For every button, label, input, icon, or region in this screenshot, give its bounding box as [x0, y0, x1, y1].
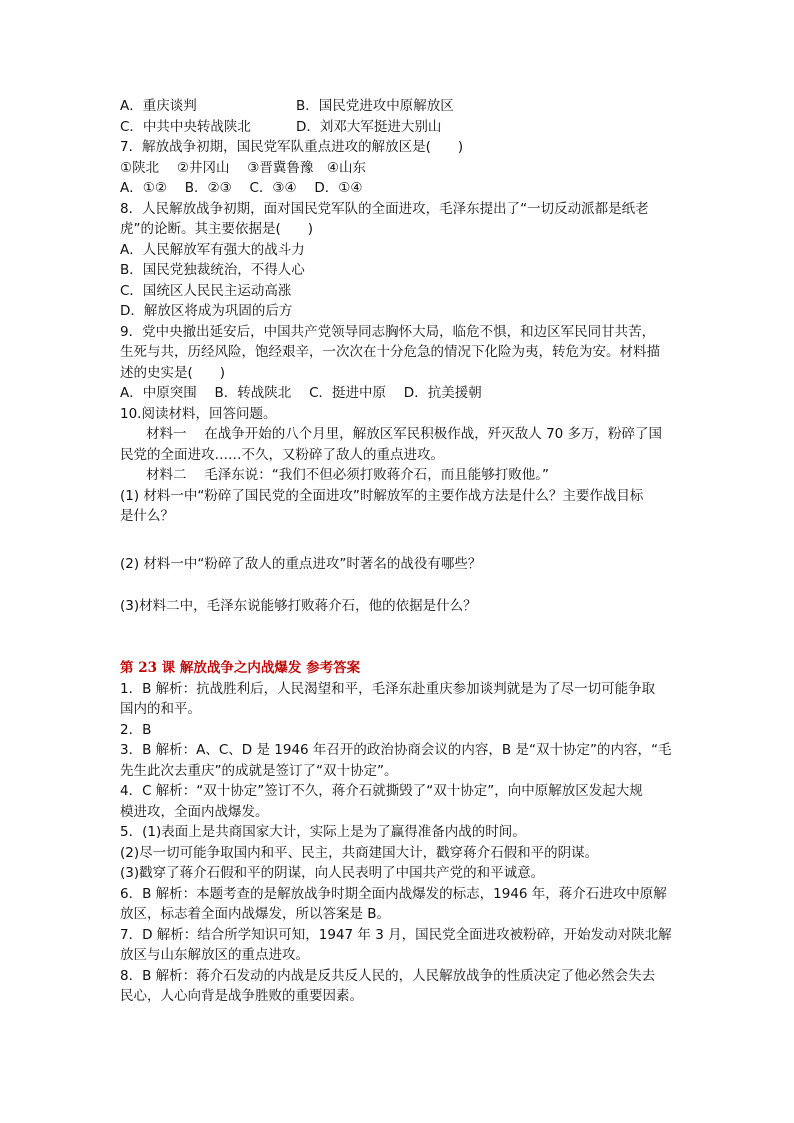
answer-5-line-2: (2)尽一切可能争取国内和平、民主，共商建国大计，戳穿蒋介石假和平的阴谋。	[120, 844, 599, 861]
q10-sub-1-line-1: (1) 材料一中“粉碎了国民党的全面进攻”时解放军的主要作战方法是什么？主要作战目标	[120, 487, 644, 504]
q8-option-b: B．国民党独裁统治，不得人心	[120, 262, 305, 278]
q8-stem-line-1: 8．人民解放战争初期，面对国民党军队的全面进攻，毛泽东提出了“一切反动派都是纸老	[120, 200, 649, 217]
q10-stem: 10.阅读材料，回答问题。	[120, 405, 277, 422]
q10-material-1-line-2: 民党的全面进攻……不久，又粉碎了敌人的重点进攻。	[120, 446, 444, 463]
q9-stem-line-3: 述的史实是( )	[120, 364, 226, 381]
q10-sub-1-line-2: 是什么？	[120, 508, 174, 524]
answer-5-line-3: (3)戳穿了蒋介石假和平的阴谋，向人民表明了中国共产党的和平诚意。	[120, 865, 545, 881]
q10-sub-3-block	[120, 596, 680, 617]
answer-4-line-2: 模进攻，全面内战爆发。	[120, 803, 269, 820]
q10-sub-3: (3)材料二中，毛泽东说能够打败蒋介石，他的依据是什么？	[120, 598, 477, 614]
q8-option-d: D．解放区将成为巩固的后方	[120, 303, 293, 319]
q10-material-2: 材料二 毛泽东说：“我们不但必须打败蒋介石，而且能够打败他。”	[146, 467, 550, 483]
answer-8-line-1: 8．B 解析：蒋介石发动的内战是反共反人民的，人民解放战争的性质决定了他必然会失去	[120, 967, 656, 984]
answer-4-line-1: 4．C 解析：“双十协定”签订不久，蒋介石就撕毁了“双十协定”，向中原解放区发起大规	[120, 783, 643, 799]
answer-1-line-1: 1．B 解析：抗战胜利后，人民渴望和平，毛泽东赴重庆参加谈判就是为了尽一切可能争取	[120, 680, 656, 697]
answers-block	[120, 658, 680, 1007]
answer-5-line-1: 5．(1)表面上是共商国家大计，实际上是为了赢得准备内战的时间。	[120, 824, 526, 840]
q8-stem-line-2: 虎”的论断。其主要依据是( )	[120, 221, 314, 237]
q10-material-1-line-1: 材料一 在战争开始的八个月里，解放区军民积极作战，歼灭敌人 70 多万，粉碎了国	[146, 426, 663, 442]
q7-options: A．①② B．②③ C．③④ D．①④	[120, 180, 363, 196]
q6-option-a: A．重庆谈判	[120, 98, 197, 114]
q9-options: A．中原突围 B．转战陕北 C．挺进中原 D．抗美援朝	[120, 385, 482, 401]
answer-8-line-2: 民心，人心向背是战争胜败的重要因素。	[120, 988, 363, 1004]
answer-1-line-2: 国内的和平。	[120, 701, 201, 717]
answer-6-line-1: 6．B 解析：本题考查的是解放战争时期全面内战爆发的标志，1946 年，蒋介石进攻中原解	[120, 885, 667, 902]
q8-option-c: C．国统区人民民主运动高涨	[120, 282, 292, 299]
q6-option-b: B．国民党进攻中原解放区	[296, 98, 454, 114]
answer-7-line-1: 7．D 解析：结合所学知识可知，1947 年 3 月，国民党全面进攻被粉碎，开始发动对陕北解	[120, 926, 672, 943]
q10-sub-2-block	[120, 554, 680, 575]
answer-7-line-2: 放区与山东解放区的重点进攻。	[120, 947, 309, 963]
questions-block	[120, 96, 680, 527]
q9-stem-line-1: 9．党中央撤出延安后，中国共产党领导同志胸怀大局，临危不惧，和边区军民同甘共苦，	[120, 323, 656, 340]
q10-sub-2: (2) 材料一中“粉碎了敌人的重点进攻”时著名的战役有哪些？	[120, 556, 482, 572]
q6-options-row-2	[120, 117, 680, 138]
answer-2: 2．B	[120, 721, 152, 738]
answer-3-line-1: 3．B 解析：A、C、D 是 1946 年召开的政治协商会议的内容，B 是“双十协定”的内容，“毛	[120, 742, 672, 758]
answers-title: 第 23 课 解放战争之内战爆发 参考答案	[120, 660, 361, 676]
q8-option-a: A．人民解放军有强大的战斗力	[120, 241, 305, 258]
q6-option-d: D．刘邓大军挺进大别山	[296, 118, 442, 135]
q7-items: ①陕北 ②井冈山 ③晋冀鲁豫 ④山东	[120, 159, 366, 176]
answer-3-line-2: 先生此次去重庆”的成就是签订了“双十协定”。	[120, 762, 398, 779]
q6-options-row-1	[120, 96, 680, 117]
q9-stem-line-2: 生死与共，历经风险，饱经艰辛，一次次在十分危急的情况下化险为夷，转危为安。材料描	[120, 344, 660, 360]
q6-option-c: C．中共中央转战陕北	[120, 118, 251, 135]
answer-6-line-2: 放区，标志着全面内战爆发，所以答案是 B。	[120, 906, 391, 922]
q7-stem: 7．解放战争初期，国民党军队重点进攻的解放区是( )	[120, 139, 464, 155]
